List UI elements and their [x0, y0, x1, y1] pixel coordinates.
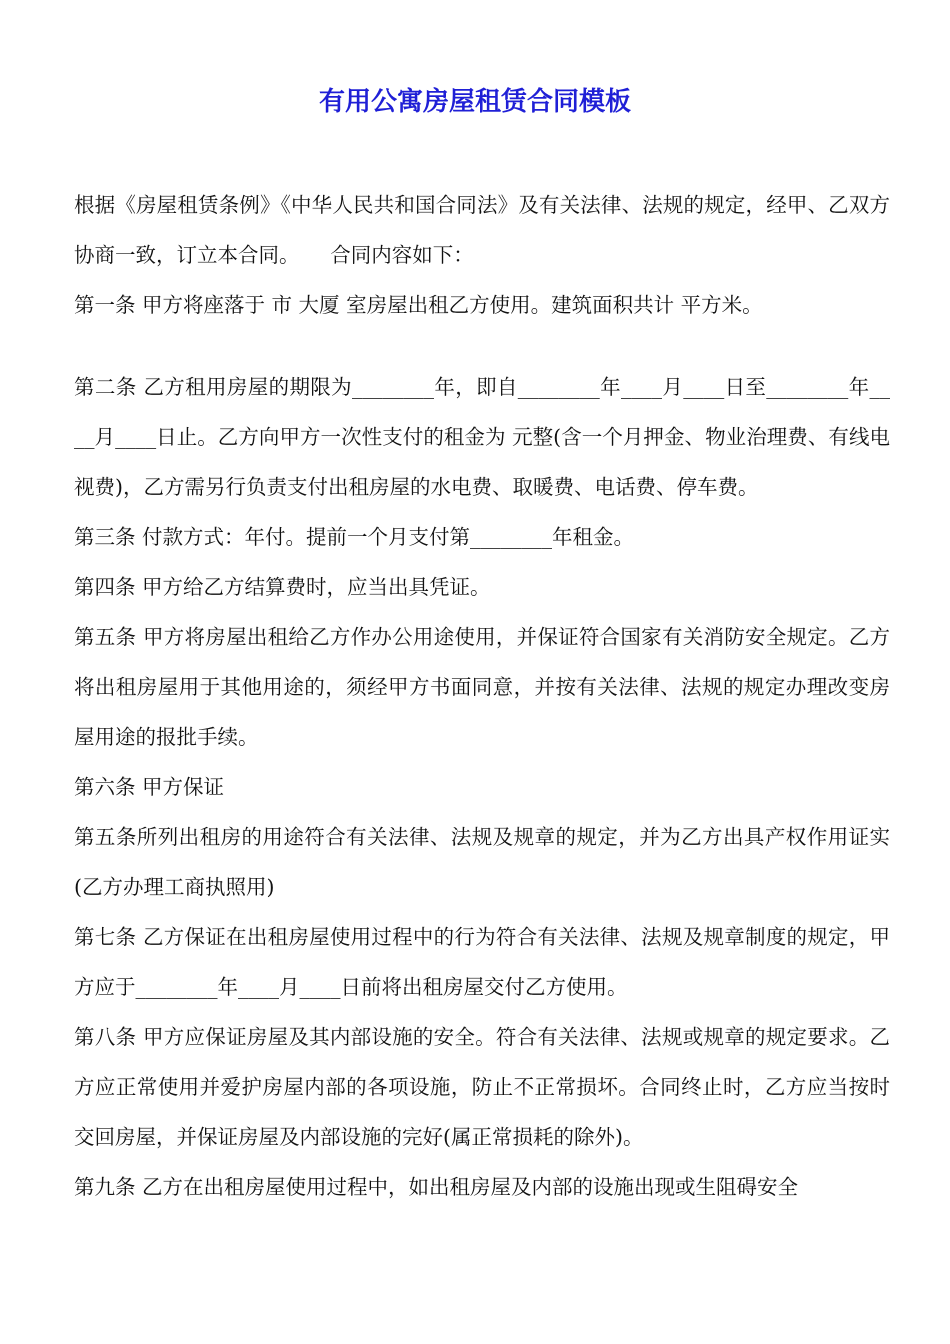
document-body	[74, 180, 890, 1212]
preamble-paragraph: 根据《房屋租赁条例》《中华人民共和国合同法》及有关法律、法规的规定，经甲、乙双方协商一致，订立本合同。 合同内容如下：	[74, 193, 890, 267]
article-6-heading: 第六条 甲方保证	[74, 775, 225, 799]
article-3-paragraph: 第三条 付款方式：年付。提前一个月支付第________年租金。	[74, 525, 635, 549]
article-4-paragraph: 第四条 甲方给乙方结算费时，应当出具凭证。	[74, 575, 491, 599]
article-7-paragraph: 第七条 乙方保证在出租房屋使用过程中的行为符合有关法律、法规及规章制度的规定，甲方应于________年____月____日前将出租房屋交付乙方使用。	[74, 925, 890, 999]
article-2-paragraph: 第二条 乙方租用房屋的期限为________年，即自________年____月____日至________年____月____日止。乙方向甲方一次性支付的租金为 元整(含一个月押金、物业治理费、有线电视费)，乙方需另行负责支付出租房屋的水电费、取暖费、电话费、停车费。	[74, 375, 890, 499]
article-5-paragraph: 第五条 甲方将房屋出租给乙方作办公用途使用，并保证符合国家有关消防安全规定。乙方将出租房屋用于其他用途的，须经甲方书面同意，并按有关法律、法规的规定办理改变房屋用途的报批手续。	[74, 625, 890, 749]
article-6-paragraph: 第五条所列出租房的用途符合有关法律、法规及规章的规定，并为乙方出具产权作用证实(乙方办理工商执照用)	[74, 825, 890, 899]
article-8-paragraph: 第八条 甲方应保证房屋及其内部设施的安全。符合有关法律、法规或规章的规定要求。乙方应正常使用并爱护房屋内部的各项设施，防止不正常损坏。合同终止时，乙方应当按时交回房屋，并保证房屋及内部设施的完好(属正常损耗的除外)。	[74, 1025, 890, 1149]
article-9-paragraph: 第九条 乙方在出租房屋使用过程中，如出租房屋及内部的设施出现或生阻碍安全	[74, 1175, 799, 1199]
document-title: 有用公寓房屋租赁合同模板	[318, 87, 631, 117]
article-1-paragraph: 第一条 甲方将座落于 市 大厦 室房屋出租乙方使用。建筑面积共计 平方米。	[74, 293, 763, 317]
